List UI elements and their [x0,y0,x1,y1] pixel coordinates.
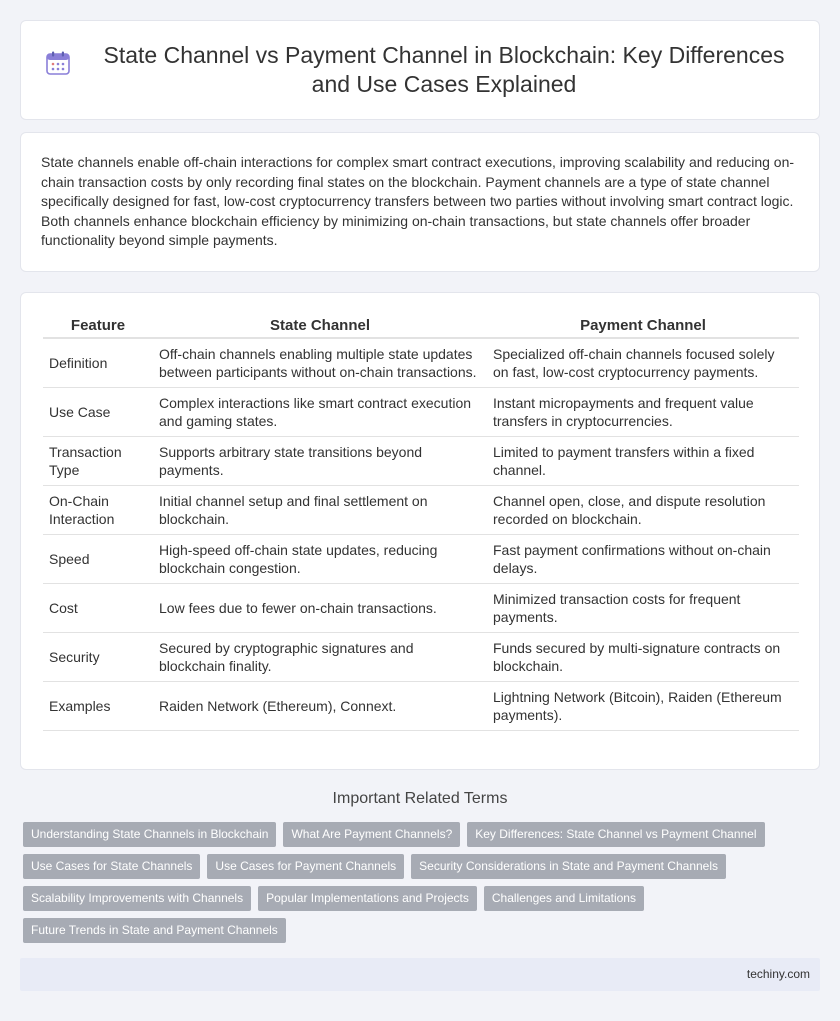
related-term-link[interactable]: What Are Payment Channels? [283,822,460,847]
state-channel-cell: Complex interactions like smart contract execution and gaming states. [153,387,487,436]
payment-channel-cell: Funds secured by multi-signature contracts on blockchain. [487,632,799,681]
feature-cell: Use Case [43,387,153,436]
payment-channel-cell: Instant micropayments and frequent value transfers in cryptocurrencies. [487,387,799,436]
footer [20,958,820,991]
related-term-link[interactable]: Future Trends in State and Payment Channels [23,918,286,943]
related-terms-list [23,822,803,950]
related-term-link[interactable]: Use Cases for Payment Channels [207,854,404,879]
related-term-link[interactable]: Challenges and Limitations [484,886,644,911]
related-term-link[interactable]: Understanding State Channels in Blockchain [23,822,276,847]
related-term-link[interactable]: Use Cases for State Channels [23,854,200,879]
state-channel-cell: Low fees due to fewer on-chain transactions. [153,583,487,632]
comparison-table [43,311,799,731]
column-header-state-channel: State Channel [153,311,487,338]
state-channel-cell: Secured by cryptographic signatures and blockchain finality. [153,632,487,681]
comparison-table-card [20,292,820,770]
feature-cell: Examples [43,681,153,730]
table-row [43,485,799,534]
related-terms-heading: Important Related Terms [332,790,508,807]
intro-card [20,132,820,272]
table-row [43,632,799,681]
state-channel-cell: Off-chain channels enabling multiple state updates between participants without on-chain transactions. [153,338,487,387]
page-title: State Channel vs Payment Channel in Blockchain: Key Differences and Use Cases Explained [103,42,785,97]
feature-cell: Speed [43,534,153,583]
footer-brand-link[interactable]: techiny.com [746,967,810,981]
payment-channel-cell: Minimized transaction costs for frequent payments. [487,583,799,632]
feature-cell: Cost [43,583,153,632]
related-term-link[interactable]: Security Considerations in State and Payment Channels [411,854,726,879]
table-row [43,534,799,583]
feature-cell: Security [43,632,153,681]
state-channel-cell: Raiden Network (Ethereum), Connext. [153,681,487,730]
column-header-feature: Feature [43,311,153,338]
table-row [43,583,799,632]
table-row [43,387,799,436]
table-row [43,681,799,730]
column-header-payment-channel: Payment Channel [487,311,799,338]
payment-channel-cell: Fast payment confirmations without on-chain delays. [487,534,799,583]
state-channel-cell: Initial channel setup and final settlement on blockchain. [153,485,487,534]
related-term-link[interactable]: Key Differences: State Channel vs Payment Channel [467,822,764,847]
feature-cell: Transaction Type [43,436,153,485]
feature-cell: On-Chain Interaction [43,485,153,534]
header-card [20,20,820,120]
calendar-icon [45,50,71,76]
state-channel-cell: High-speed off-chain state updates, reducing blockchain congestion. [153,534,487,583]
table-row [43,436,799,485]
state-channel-cell: Supports arbitrary state transitions beyond payments. [153,436,487,485]
intro-paragraph: State channels enable off-chain interactions for complex smart contract executions, improving scalability and reducing on-chain transaction costs by only recording final states on the blockchain. Payment channels are a type of state channel specifically designed for fast, low-cost cryptocurrency transfers between two parties without involving smart contract logic. Both channels enhance blockchain efficiency by minimizing on-chain transactions, but state channels offer broader functionality beyond simple payments. [41,154,795,248]
payment-channel-cell: Specialized off-chain channels focused solely on fast, low-cost cryptocurrency payments. [487,338,799,387]
related-term-link[interactable]: Scalability Improvements with Channels [23,886,251,911]
table-row [43,338,799,387]
feature-cell: Definition [43,338,153,387]
payment-channel-cell: Lightning Network (Bitcoin), Raiden (Ethereum payments). [487,681,799,730]
payment-channel-cell: Channel open, close, and dispute resolution recorded on blockchain. [487,485,799,534]
table-header-row [43,311,799,338]
payment-channel-cell: Limited to payment transfers within a fixed channel. [487,436,799,485]
related-term-link[interactable]: Popular Implementations and Projects [258,886,477,911]
